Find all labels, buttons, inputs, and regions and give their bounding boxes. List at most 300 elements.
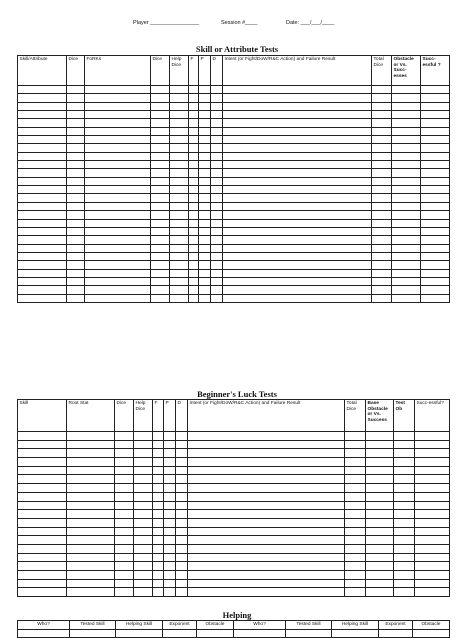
skill-test-entry-cell[interactable]	[151, 169, 170, 177]
skill-test-entry-cell[interactable]	[199, 169, 211, 177]
beginners-luck-entry-cell[interactable]	[115, 484, 134, 493]
skill-test-entry-cell[interactable]	[421, 261, 450, 269]
beginners-luck-entry-cell[interactable]	[394, 440, 415, 449]
skill-test-entry-cell[interactable]	[421, 186, 450, 194]
beginners-luck-entry-cell[interactable]	[134, 440, 153, 449]
skill-test-entry-cell[interactable]	[223, 102, 372, 110]
skill-test-entry-cell[interactable]	[421, 244, 450, 252]
beginners-luck-entry-cell[interactable]	[345, 518, 366, 527]
beginners-luck-entry-cell[interactable]	[394, 492, 415, 501]
beginners-luck-entry-cell[interactable]	[115, 571, 134, 580]
skill-test-entry-cell[interactable]	[199, 227, 211, 235]
skill-test-entry-cell[interactable]	[211, 119, 223, 127]
skill-test-entry-cell[interactable]	[223, 202, 372, 210]
beginners-luck-entry-cell[interactable]	[134, 571, 153, 580]
beginners-luck-entry-cell[interactable]	[345, 432, 366, 441]
skill-test-entry-cell[interactable]	[18, 227, 67, 235]
beginners-luck-entry-cell[interactable]	[115, 588, 134, 597]
beginners-luck-entry-cell[interactable]	[67, 553, 115, 562]
skill-test-entry-cell[interactable]	[392, 277, 421, 285]
skill-test-entry-cell[interactable]	[421, 111, 450, 119]
beginners-luck-entry-cell[interactable]	[115, 466, 134, 475]
beginners-luck-entry-cell[interactable]	[176, 475, 188, 484]
skill-test-entry-cell[interactable]	[199, 252, 211, 260]
beginners-luck-entry-cell[interactable]	[366, 588, 394, 597]
skill-test-entry-cell[interactable]	[189, 194, 199, 202]
beginners-luck-entry-cell[interactable]	[134, 501, 153, 510]
beginners-luck-entry-cell[interactable]	[366, 492, 394, 501]
skill-test-entry-cell[interactable]	[372, 236, 392, 244]
skill-test-entry-cell[interactable]	[392, 86, 421, 94]
skill-test-entry-cell[interactable]	[170, 269, 189, 277]
skill-test-entry-cell[interactable]	[85, 111, 151, 119]
beginners-luck-entry-cell[interactable]	[188, 510, 345, 519]
beginners-luck-entry-cell[interactable]	[153, 449, 164, 458]
skill-test-entry-cell[interactable]	[85, 152, 151, 160]
skill-test-entry-cell[interactable]	[223, 161, 372, 169]
beginners-luck-entry-cell[interactable]	[164, 579, 176, 588]
skill-test-entry-cell[interactable]	[392, 244, 421, 252]
skill-test-entry-cell[interactable]	[189, 119, 199, 127]
beginners-luck-entry-cell[interactable]	[366, 579, 394, 588]
skill-test-entry-cell[interactable]	[421, 269, 450, 277]
skill-test-entry-cell[interactable]	[151, 119, 170, 127]
skill-test-entry-cell[interactable]	[85, 161, 151, 169]
helping-entry-cell[interactable]	[332, 630, 379, 638]
skill-test-entry-cell[interactable]	[421, 136, 450, 144]
helping-entry-cell[interactable]	[163, 630, 197, 638]
skill-test-entry-cell[interactable]	[189, 136, 199, 144]
skill-test-entry-cell[interactable]	[421, 202, 450, 210]
beginners-luck-entry-cell[interactable]	[188, 458, 345, 467]
beginners-luck-entry-cell[interactable]	[415, 544, 450, 553]
skill-test-entry-cell[interactable]	[199, 202, 211, 210]
skill-test-entry-cell[interactable]	[372, 86, 392, 94]
skill-test-entry-cell[interactable]	[151, 144, 170, 152]
skill-test-entry-cell[interactable]	[151, 286, 170, 294]
beginners-luck-entry-cell[interactable]	[176, 518, 188, 527]
beginners-luck-entry-cell[interactable]	[134, 562, 153, 571]
skill-test-entry-cell[interactable]	[392, 294, 421, 302]
beginners-luck-entry-cell[interactable]	[153, 492, 164, 501]
skill-test-entry-cell[interactable]	[392, 136, 421, 144]
skill-test-entry-cell[interactable]	[372, 227, 392, 235]
beginners-luck-entry-cell[interactable]	[164, 458, 176, 467]
beginners-luck-entry-cell[interactable]	[176, 579, 188, 588]
skill-test-entry-cell[interactable]	[18, 102, 67, 110]
skill-test-entry-cell[interactable]	[67, 294, 85, 302]
skill-test-entry-cell[interactable]	[85, 236, 151, 244]
skill-test-entry-cell[interactable]	[372, 152, 392, 160]
skill-test-entry-cell[interactable]	[67, 261, 85, 269]
skill-test-entry-cell[interactable]	[211, 277, 223, 285]
beginners-luck-entry-cell[interactable]	[176, 510, 188, 519]
beginners-luck-entry-cell[interactable]	[415, 449, 450, 458]
beginners-luck-entry-cell[interactable]	[164, 527, 176, 536]
beginners-luck-entry-cell[interactable]	[394, 553, 415, 562]
skill-test-entry-cell[interactable]	[199, 277, 211, 285]
skill-test-entry-cell[interactable]	[392, 169, 421, 177]
skill-test-entry-cell[interactable]	[223, 219, 372, 227]
skill-test-entry-cell[interactable]	[223, 186, 372, 194]
skill-test-entry-cell[interactable]	[211, 86, 223, 94]
skill-test-entry-cell[interactable]	[170, 252, 189, 260]
beginners-luck-entry-cell[interactable]	[115, 579, 134, 588]
beginners-luck-entry-cell[interactable]	[115, 553, 134, 562]
beginners-luck-entry-cell[interactable]	[67, 588, 115, 597]
skill-test-entry-cell[interactable]	[223, 194, 372, 202]
skill-test-entry-cell[interactable]	[421, 286, 450, 294]
date-field[interactable]: Date: ___/___/____	[286, 20, 335, 26]
beginners-luck-entry-cell[interactable]	[67, 510, 115, 519]
beginners-luck-entry-cell[interactable]	[164, 562, 176, 571]
skill-test-entry-cell[interactable]	[199, 194, 211, 202]
beginners-luck-entry-cell[interactable]	[188, 571, 345, 580]
skill-test-entry-cell[interactable]	[18, 269, 67, 277]
skill-test-entry-cell[interactable]	[223, 236, 372, 244]
beginners-luck-entry-cell[interactable]	[164, 518, 176, 527]
beginners-luck-entry-cell[interactable]	[176, 466, 188, 475]
skill-test-entry-cell[interactable]	[392, 144, 421, 152]
skill-test-entry-cell[interactable]	[421, 211, 450, 219]
beginners-luck-entry-cell[interactable]	[67, 492, 115, 501]
skill-test-entry-cell[interactable]	[67, 94, 85, 102]
skill-test-entry-cell[interactable]	[189, 219, 199, 227]
beginners-luck-entry-cell[interactable]	[394, 518, 415, 527]
beginners-luck-entry-cell[interactable]	[153, 579, 164, 588]
skill-test-entry-cell[interactable]	[85, 94, 151, 102]
beginners-luck-entry-cell[interactable]	[164, 449, 176, 458]
skill-test-entry-cell[interactable]	[170, 152, 189, 160]
beginners-luck-entry-cell[interactable]	[18, 432, 67, 441]
skill-test-entry-cell[interactable]	[421, 169, 450, 177]
skill-test-entry-cell[interactable]	[372, 219, 392, 227]
beginners-luck-entry-cell[interactable]	[18, 562, 67, 571]
beginners-luck-entry-cell[interactable]	[115, 562, 134, 571]
skill-test-entry-cell[interactable]	[189, 261, 199, 269]
beginners-luck-entry-cell[interactable]	[164, 501, 176, 510]
beginners-luck-entry-cell[interactable]	[188, 475, 345, 484]
skill-test-entry-cell[interactable]	[170, 236, 189, 244]
beginners-luck-entry-cell[interactable]	[134, 536, 153, 545]
skill-test-entry-cell[interactable]	[151, 294, 170, 302]
beginners-luck-entry-cell[interactable]	[164, 553, 176, 562]
skill-test-entry-cell[interactable]	[67, 169, 85, 177]
beginners-luck-entry-cell[interactable]	[345, 571, 366, 580]
beginners-luck-entry-cell[interactable]	[188, 440, 345, 449]
skill-test-entry-cell[interactable]	[211, 169, 223, 177]
beginners-luck-entry-cell[interactable]	[366, 449, 394, 458]
skill-test-entry-cell[interactable]	[199, 236, 211, 244]
session-field[interactable]: Session #____	[221, 20, 258, 26]
skill-test-entry-cell[interactable]	[189, 252, 199, 260]
skill-test-entry-cell[interactable]	[170, 261, 189, 269]
skill-test-entry-cell[interactable]	[189, 227, 199, 235]
skill-test-entry-cell[interactable]	[372, 177, 392, 185]
beginners-luck-entry-cell[interactable]	[188, 432, 345, 441]
beginners-luck-entry-cell[interactable]	[67, 458, 115, 467]
skill-test-entry-cell[interactable]	[372, 211, 392, 219]
beginners-luck-entry-cell[interactable]	[394, 527, 415, 536]
skill-test-entry-cell[interactable]	[18, 286, 67, 294]
skill-test-entry-cell[interactable]	[392, 261, 421, 269]
helping-entry-cell[interactable]	[70, 630, 116, 638]
skill-test-entry-cell[interactable]	[392, 177, 421, 185]
skill-test-entry-cell[interactable]	[170, 161, 189, 169]
skill-test-entry-cell[interactable]	[372, 102, 392, 110]
skill-test-entry-cell[interactable]	[18, 119, 67, 127]
skill-test-entry-cell[interactable]	[170, 127, 189, 135]
skill-test-entry-cell[interactable]	[421, 194, 450, 202]
beginners-luck-entry-cell[interactable]	[415, 527, 450, 536]
helping-entry-cell[interactable]	[197, 630, 234, 638]
beginners-luck-entry-cell[interactable]	[394, 536, 415, 545]
skill-test-entry-cell[interactable]	[223, 252, 372, 260]
beginners-luck-entry-cell[interactable]	[394, 510, 415, 519]
skill-test-entry-cell[interactable]	[151, 127, 170, 135]
beginners-luck-entry-cell[interactable]	[188, 449, 345, 458]
beginners-luck-entry-cell[interactable]	[67, 562, 115, 571]
skill-test-entry-cell[interactable]	[223, 152, 372, 160]
skill-test-entry-cell[interactable]	[85, 194, 151, 202]
beginners-luck-entry-cell[interactable]	[134, 527, 153, 536]
skill-test-entry-cell[interactable]	[85, 186, 151, 194]
skill-test-entry-cell[interactable]	[189, 169, 199, 177]
skill-test-entry-cell[interactable]	[223, 86, 372, 94]
beginners-luck-entry-cell[interactable]	[394, 579, 415, 588]
skill-test-entry-cell[interactable]	[211, 194, 223, 202]
beginners-luck-entry-cell[interactable]	[345, 527, 366, 536]
skill-test-entry-cell[interactable]	[170, 136, 189, 144]
skill-test-entry-cell[interactable]	[67, 211, 85, 219]
skill-test-entry-cell[interactable]	[223, 127, 372, 135]
skill-test-entry-cell[interactable]	[151, 161, 170, 169]
beginners-luck-entry-cell[interactable]	[345, 536, 366, 545]
skill-test-entry-cell[interactable]	[67, 227, 85, 235]
skill-test-entry-cell[interactable]	[211, 227, 223, 235]
skill-test-entry-cell[interactable]	[18, 252, 67, 260]
skill-test-entry-cell[interactable]	[189, 244, 199, 252]
skill-test-entry-cell[interactable]	[18, 86, 67, 94]
skill-test-entry-cell[interactable]	[189, 294, 199, 302]
skill-test-entry-cell[interactable]	[199, 144, 211, 152]
skill-test-entry-cell[interactable]	[372, 269, 392, 277]
beginners-luck-entry-cell[interactable]	[394, 432, 415, 441]
beginners-luck-entry-cell[interactable]	[415, 571, 450, 580]
skill-test-entry-cell[interactable]	[211, 261, 223, 269]
beginners-luck-entry-cell[interactable]	[134, 458, 153, 467]
beginners-luck-entry-cell[interactable]	[115, 536, 134, 545]
skill-test-entry-cell[interactable]	[67, 252, 85, 260]
beginners-luck-entry-cell[interactable]	[134, 579, 153, 588]
skill-test-entry-cell[interactable]	[170, 219, 189, 227]
beginners-luck-entry-cell[interactable]	[153, 501, 164, 510]
beginners-luck-entry-cell[interactable]	[115, 527, 134, 536]
beginners-luck-entry-cell[interactable]	[67, 579, 115, 588]
skill-test-entry-cell[interactable]	[199, 244, 211, 252]
skill-test-entry-cell[interactable]	[170, 227, 189, 235]
beginners-luck-entry-cell[interactable]	[176, 553, 188, 562]
beginners-luck-entry-cell[interactable]	[176, 562, 188, 571]
beginners-luck-entry-cell[interactable]	[67, 501, 115, 510]
beginners-luck-entry-cell[interactable]	[18, 510, 67, 519]
skill-test-entry-cell[interactable]	[223, 119, 372, 127]
beginners-luck-entry-cell[interactable]	[188, 544, 345, 553]
beginners-luck-entry-cell[interactable]	[153, 536, 164, 545]
skill-test-entry-cell[interactable]	[223, 294, 372, 302]
skill-test-entry-cell[interactable]	[372, 277, 392, 285]
skill-test-entry-cell[interactable]	[67, 177, 85, 185]
skill-test-entry-cell[interactable]	[199, 102, 211, 110]
beginners-luck-entry-cell[interactable]	[188, 501, 345, 510]
skill-test-entry-cell[interactable]	[211, 244, 223, 252]
skill-test-entry-cell[interactable]	[18, 136, 67, 144]
skill-test-entry-cell[interactable]	[67, 119, 85, 127]
skill-test-entry-cell[interactable]	[372, 144, 392, 152]
beginners-luck-entry-cell[interactable]	[134, 484, 153, 493]
beginners-luck-entry-cell[interactable]	[366, 553, 394, 562]
skill-test-entry-cell[interactable]	[211, 144, 223, 152]
skill-test-entry-cell[interactable]	[18, 219, 67, 227]
skill-test-entry-cell[interactable]	[421, 227, 450, 235]
beginners-luck-entry-cell[interactable]	[394, 588, 415, 597]
skill-test-entry-cell[interactable]	[421, 94, 450, 102]
beginners-luck-entry-cell[interactable]	[153, 458, 164, 467]
beginners-luck-entry-cell[interactable]	[67, 466, 115, 475]
beginners-luck-entry-cell[interactable]	[415, 536, 450, 545]
beginners-luck-entry-cell[interactable]	[345, 553, 366, 562]
skill-test-entry-cell[interactable]	[18, 169, 67, 177]
skill-test-entry-cell[interactable]	[189, 102, 199, 110]
skill-test-entry-cell[interactable]	[18, 277, 67, 285]
skill-test-entry-cell[interactable]	[392, 127, 421, 135]
beginners-luck-entry-cell[interactable]	[394, 475, 415, 484]
skill-test-entry-cell[interactable]	[18, 127, 67, 135]
skill-test-entry-cell[interactable]	[85, 127, 151, 135]
beginners-luck-entry-cell[interactable]	[67, 440, 115, 449]
skill-test-entry-cell[interactable]	[199, 111, 211, 119]
skill-test-entry-cell[interactable]	[392, 102, 421, 110]
beginners-luck-entry-cell[interactable]	[394, 562, 415, 571]
beginners-luck-entry-cell[interactable]	[18, 571, 67, 580]
beginners-luck-entry-cell[interactable]	[366, 510, 394, 519]
skill-test-entry-cell[interactable]	[67, 286, 85, 294]
beginners-luck-entry-cell[interactable]	[415, 492, 450, 501]
skill-test-entry-cell[interactable]	[372, 261, 392, 269]
skill-test-entry-cell[interactable]	[67, 102, 85, 110]
skill-test-entry-cell[interactable]	[421, 102, 450, 110]
skill-test-entry-cell[interactable]	[151, 211, 170, 219]
skill-test-entry-cell[interactable]	[372, 202, 392, 210]
skill-test-entry-cell[interactable]	[67, 152, 85, 160]
beginners-luck-entry-cell[interactable]	[345, 579, 366, 588]
skill-test-entry-cell[interactable]	[67, 202, 85, 210]
skill-test-entry-cell[interactable]	[85, 169, 151, 177]
beginners-luck-entry-cell[interactable]	[115, 440, 134, 449]
skill-test-entry-cell[interactable]	[211, 219, 223, 227]
beginners-luck-entry-cell[interactable]	[345, 440, 366, 449]
skill-test-entry-cell[interactable]	[199, 294, 211, 302]
skill-test-entry-cell[interactable]	[67, 86, 85, 94]
beginners-luck-entry-cell[interactable]	[115, 492, 134, 501]
skill-test-entry-cell[interactable]	[421, 252, 450, 260]
skill-test-entry-cell[interactable]	[421, 294, 450, 302]
beginners-luck-entry-cell[interactable]	[415, 484, 450, 493]
beginners-luck-entry-cell[interactable]	[153, 466, 164, 475]
skill-test-entry-cell[interactable]	[211, 111, 223, 119]
skill-test-entry-cell[interactable]	[199, 119, 211, 127]
skill-test-entry-cell[interactable]	[392, 161, 421, 169]
beginners-luck-entry-cell[interactable]	[188, 579, 345, 588]
skill-test-entry-cell[interactable]	[372, 94, 392, 102]
skill-test-entry-cell[interactable]	[170, 286, 189, 294]
skill-test-entry-cell[interactable]	[211, 127, 223, 135]
beginners-luck-entry-cell[interactable]	[134, 492, 153, 501]
skill-test-entry-cell[interactable]	[170, 94, 189, 102]
beginners-luck-entry-cell[interactable]	[176, 449, 188, 458]
beginners-luck-entry-cell[interactable]	[188, 492, 345, 501]
skill-test-entry-cell[interactable]	[85, 244, 151, 252]
beginners-luck-entry-cell[interactable]	[18, 440, 67, 449]
skill-test-entry-cell[interactable]	[170, 244, 189, 252]
skill-test-entry-cell[interactable]	[392, 227, 421, 235]
beginners-luck-entry-cell[interactable]	[134, 518, 153, 527]
beginners-luck-entry-cell[interactable]	[366, 466, 394, 475]
beginners-luck-entry-cell[interactable]	[134, 466, 153, 475]
skill-test-entry-cell[interactable]	[421, 219, 450, 227]
skill-test-entry-cell[interactable]	[372, 294, 392, 302]
beginners-luck-entry-cell[interactable]	[134, 449, 153, 458]
skill-test-entry-cell[interactable]	[199, 127, 211, 135]
beginners-luck-entry-cell[interactable]	[67, 571, 115, 580]
skill-test-entry-cell[interactable]	[421, 119, 450, 127]
beginners-luck-entry-cell[interactable]	[345, 562, 366, 571]
skill-test-entry-cell[interactable]	[392, 194, 421, 202]
beginners-luck-entry-cell[interactable]	[415, 475, 450, 484]
skill-test-entry-cell[interactable]	[151, 202, 170, 210]
beginners-luck-entry-cell[interactable]	[345, 501, 366, 510]
beginners-luck-entry-cell[interactable]	[415, 562, 450, 571]
skill-test-entry-cell[interactable]	[170, 211, 189, 219]
beginners-luck-entry-cell[interactable]	[188, 466, 345, 475]
skill-test-entry-cell[interactable]	[421, 161, 450, 169]
beginners-luck-entry-cell[interactable]	[18, 553, 67, 562]
skill-test-entry-cell[interactable]	[85, 286, 151, 294]
skill-test-entry-cell[interactable]	[18, 294, 67, 302]
skill-test-entry-cell[interactable]	[211, 252, 223, 260]
beginners-luck-entry-cell[interactable]	[188, 518, 345, 527]
skill-test-entry-cell[interactable]	[170, 119, 189, 127]
skill-test-entry-cell[interactable]	[199, 152, 211, 160]
skill-test-entry-cell[interactable]	[151, 219, 170, 227]
skill-test-entry-cell[interactable]	[199, 94, 211, 102]
beginners-luck-entry-cell[interactable]	[115, 458, 134, 467]
skill-test-entry-cell[interactable]	[392, 286, 421, 294]
skill-test-entry-cell[interactable]	[189, 177, 199, 185]
skill-test-entry-cell[interactable]	[151, 177, 170, 185]
skill-test-entry-cell[interactable]	[223, 136, 372, 144]
beginners-luck-entry-cell[interactable]	[394, 466, 415, 475]
skill-test-entry-cell[interactable]	[211, 202, 223, 210]
beginners-luck-entry-cell[interactable]	[176, 544, 188, 553]
skill-test-entry-cell[interactable]	[211, 286, 223, 294]
beginners-luck-entry-cell[interactable]	[188, 553, 345, 562]
skill-test-entry-cell[interactable]	[18, 161, 67, 169]
skill-test-entry-cell[interactable]	[392, 211, 421, 219]
beginners-luck-entry-cell[interactable]	[415, 501, 450, 510]
skill-test-entry-cell[interactable]	[392, 269, 421, 277]
skill-test-entry-cell[interactable]	[421, 86, 450, 94]
